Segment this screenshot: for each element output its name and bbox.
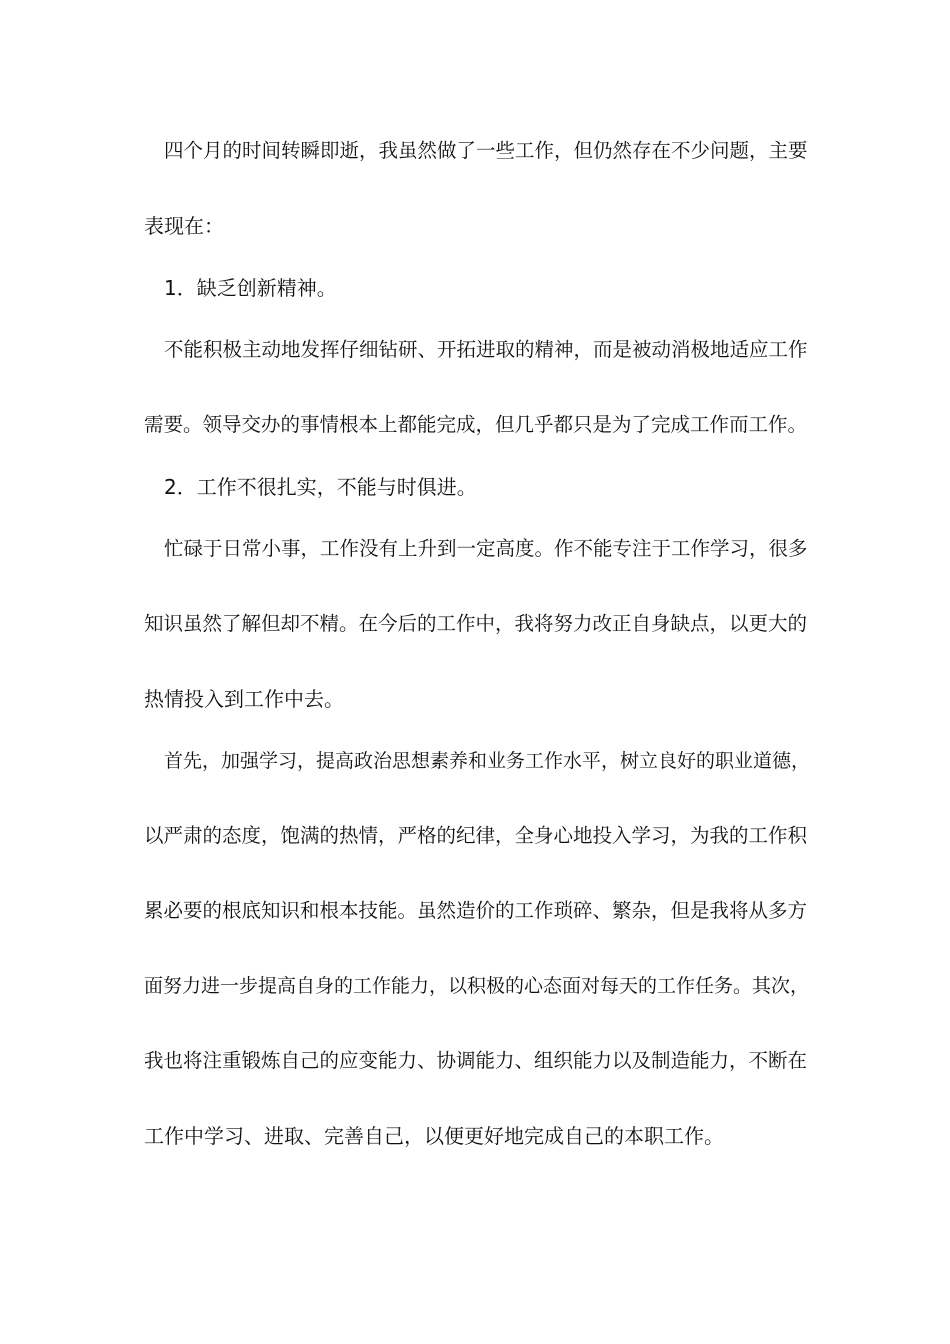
paragraph-2-line-2: 需要。领导交办的事情根本上都能完成，但几乎都只是为了完成工作而工作。 xyxy=(144,413,808,436)
paragraph-4-line-6: 工作中学习、进取、完善自己，以便更好地完成自己的本职工作。 xyxy=(144,1124,724,1148)
paragraph-1-line-1: 四个月的时间转瞬即逝，我虽然做了一些工作，但仍然存在不少问题，主要 xyxy=(164,139,808,162)
paragraph-4-line-3: 累必要的根底知识和根本技能。虽然造价的工作琐碎、繁杂，但是我将从多方 xyxy=(144,899,808,922)
paragraph-4-line-2: 以严肃的态度，饱满的热情，严格的纪律，全身心地投入学习，为我的工作积 xyxy=(144,824,808,847)
paragraph-2-line-1: 不能积极主动地发挥仔细钻研、开拓进取的精神，而是被动消极地适应工作 xyxy=(164,338,808,361)
paragraph-3-line-1: 忙碌于日常小事，工作没有上升到一定高度。作不能专注于工作学习，很多 xyxy=(164,537,808,560)
paragraph-3-line-2: 知识虽然了解但却不精。在今后的工作中，我将努力改正自身缺点，以更大的 xyxy=(144,612,808,635)
paragraph-1-line-2: 表现在： xyxy=(144,214,224,238)
paragraph-4-line-1: 首先，加强学习，提高政治思想素养和业务工作水平，树立良好的职业道德， xyxy=(164,750,811,772)
paragraph-4-line-5: 我也将注重锻炼自己的应变能力、协调能力、组织能力以及制造能力，不断在 xyxy=(144,1049,808,1072)
heading-item-1: 1．缺乏创新精神。 xyxy=(164,276,337,300)
heading-item-2: 2．工作不很扎实，不能与时俱进。 xyxy=(164,475,477,499)
paragraph-3-line-3: 热情投入到工作中去。 xyxy=(144,687,344,711)
paragraph-4-line-4: 面努力进一步提高自身的工作能力，以积极的心态面对每天的工作任务。其次， xyxy=(144,975,810,997)
